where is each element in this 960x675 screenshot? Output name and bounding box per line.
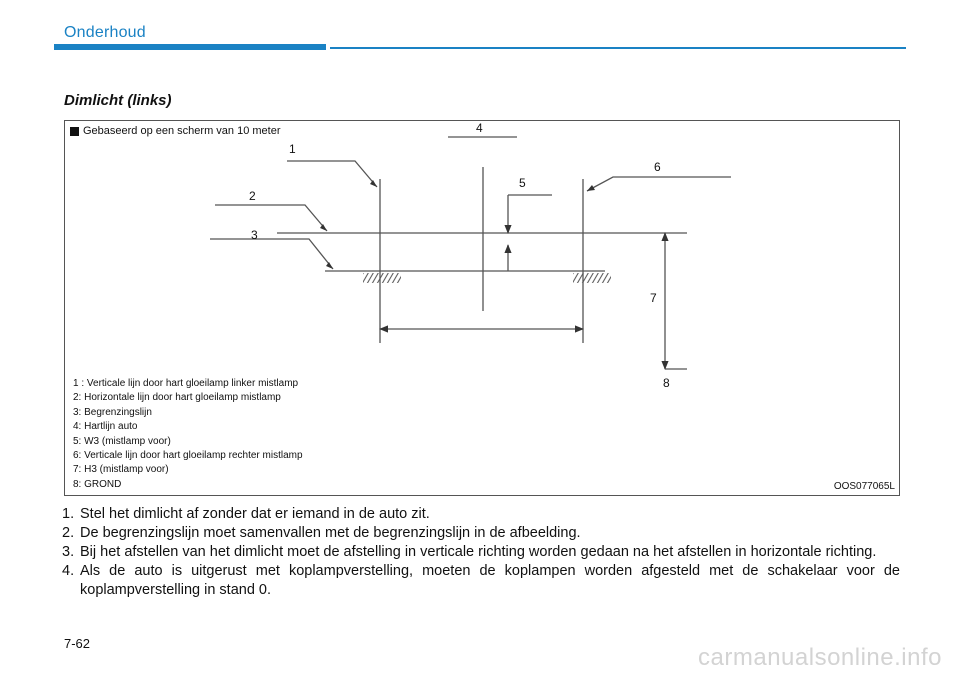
instruction-list <box>62 505 900 600</box>
list-item <box>62 505 900 524</box>
list-item <box>62 524 900 543</box>
figure-note-text: Gebaseerd op een scherm van 10 meter <box>83 125 281 137</box>
leader-2 <box>215 205 327 231</box>
legend-item: 6: Verticale lijn door hart gloeilamp rechter mistlamp <box>73 450 303 462</box>
legend-item: 3: Begrenzingslijn <box>73 406 152 418</box>
step-number: 4. <box>62 563 75 579</box>
figure-code: OOS077065L <box>833 481 895 492</box>
legend-item: 7: H3 (mistlamp voor) <box>73 464 169 476</box>
legend-item: 4: Hartlijn auto <box>73 421 138 433</box>
label-2: 2 <box>249 189 256 203</box>
page-number: 7-62 <box>64 636 91 651</box>
leader-6 <box>587 177 731 191</box>
list-item <box>62 562 900 600</box>
list-item <box>62 543 900 562</box>
step-number: 2. <box>62 525 75 541</box>
step-text: De begrenzingslijn moet samenvallen met de begrenzingslijn in de afbeelding. <box>80 525 581 541</box>
label-7: 7 <box>650 291 657 305</box>
label-3: 3 <box>251 228 258 242</box>
headlamp-aiming-figure <box>64 120 900 496</box>
step-text: Als de auto is uitgerust met koplampverstelling, moeten de koplampen worden afgesteld met de schakelaar voor de koplampverstelling in stand 0. <box>80 563 900 598</box>
step-text: Bij het afstellen van het dimlicht moet de afstelling in verticale richting worden gedaan na het afstellen in horizontale richting. <box>80 544 877 560</box>
legend-item: 8: GROND <box>73 478 122 490</box>
legend-item: 2: Horizontale lijn door hart gloeilamp mistlamp <box>73 392 281 404</box>
label-1: 1 <box>289 142 296 156</box>
legend-item: 5: W3 (mistlamp voor) <box>73 435 171 447</box>
hatch-left <box>363 273 401 283</box>
label-8: 8 <box>663 376 670 390</box>
step-number: 1. <box>62 506 75 522</box>
header-bar-thick <box>54 44 326 50</box>
section-title: Onderhoud <box>64 24 146 41</box>
label-6: 6 <box>654 160 661 174</box>
step-text: Stel het dimlicht af zonder dat er iemand in de auto zit. <box>80 506 430 522</box>
figure-legend <box>73 377 303 492</box>
label-5: 5 <box>519 176 526 190</box>
leader-3 <box>210 239 333 269</box>
leader-1 <box>287 161 377 187</box>
page-title: Dimlicht (links) <box>64 92 172 109</box>
hatch-right <box>573 273 611 283</box>
legend-item: 1 : Verticale lijn door hart gloeilamp linker mistlamp <box>73 378 299 389</box>
watermark: carmanualsonline.info <box>698 644 942 671</box>
step-number: 3. <box>62 544 75 560</box>
header-bar-thin <box>330 47 906 49</box>
label-4: 4 <box>476 121 483 135</box>
